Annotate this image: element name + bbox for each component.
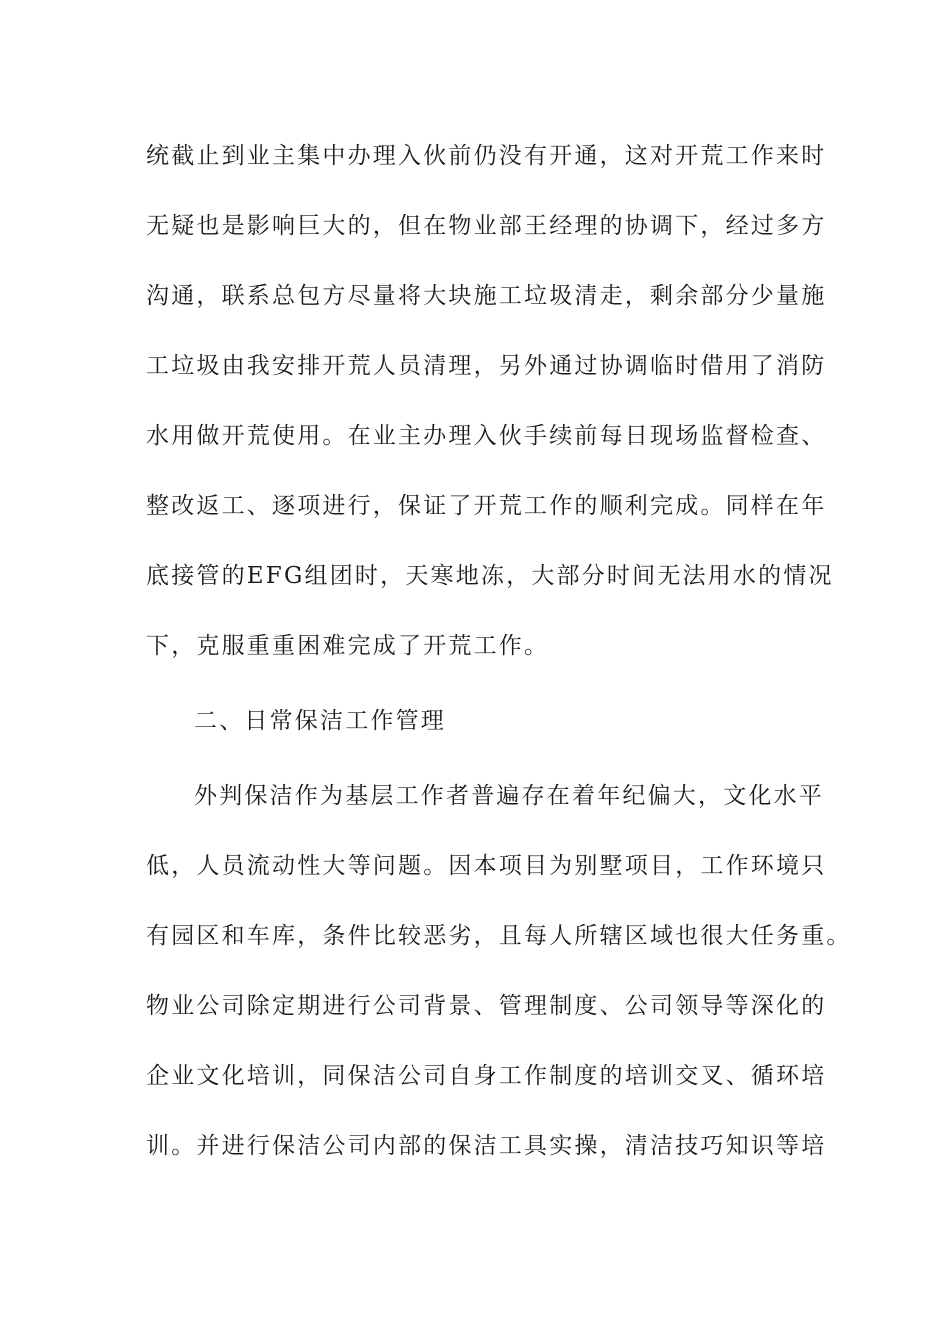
paragraph-line: 工垃圾由我安排开荒人员清理，另外通过协调临时借用了消防	[146, 353, 827, 379]
paragraph-line: 低，人员流动性大等问题。因本项目为别墅项目，工作环境只	[146, 853, 827, 879]
paragraph-line: 沟通，联系总包方尽量将大块施工垃圾清走，剩余部分少量施	[146, 283, 827, 309]
paragraph-line: 有园区和车库，条件比较恶劣，且每人所辖区域也很大任务重。	[146, 923, 852, 949]
paragraph-line: 企业文化培训，同保洁公司自身工作制度的培训交叉、循环培	[146, 1063, 827, 1089]
paragraph-line: 下，克服重重困难完成了开荒工作。	[146, 633, 550, 659]
paragraph-line: 无疑也是影响巨大的，但在物业部王经理的协调下，经过多方	[146, 213, 827, 239]
paragraph-line: 统截止到业主集中办理入伙前仍没有开通，这对开荒工作来时	[146, 143, 827, 169]
section-heading: 二、日常保洁工作管理	[194, 708, 446, 734]
paragraph-line: 底接管的EFG组团时，天寒地冻，大部分时间无法用水的情况	[146, 563, 834, 589]
paragraph-line: 水用做开荒使用。在业主办理入伙手续前每日现场监督检查、	[146, 423, 827, 449]
paragraph-line: 外判保洁作为基层工作者普遍存在着年纪偏大，文化水平	[194, 783, 824, 809]
paragraph-line: 整改返工、逐项进行，保证了开荒工作的顺利完成。同样在年	[146, 493, 827, 519]
paragraph-line: 物业公司除定期进行公司背景、管理制度、公司领导等深化的	[146, 993, 827, 1019]
paragraph-line: 训。并进行保洁公司内部的保洁工具实操，清洁技巧知识等培	[146, 1133, 827, 1159]
